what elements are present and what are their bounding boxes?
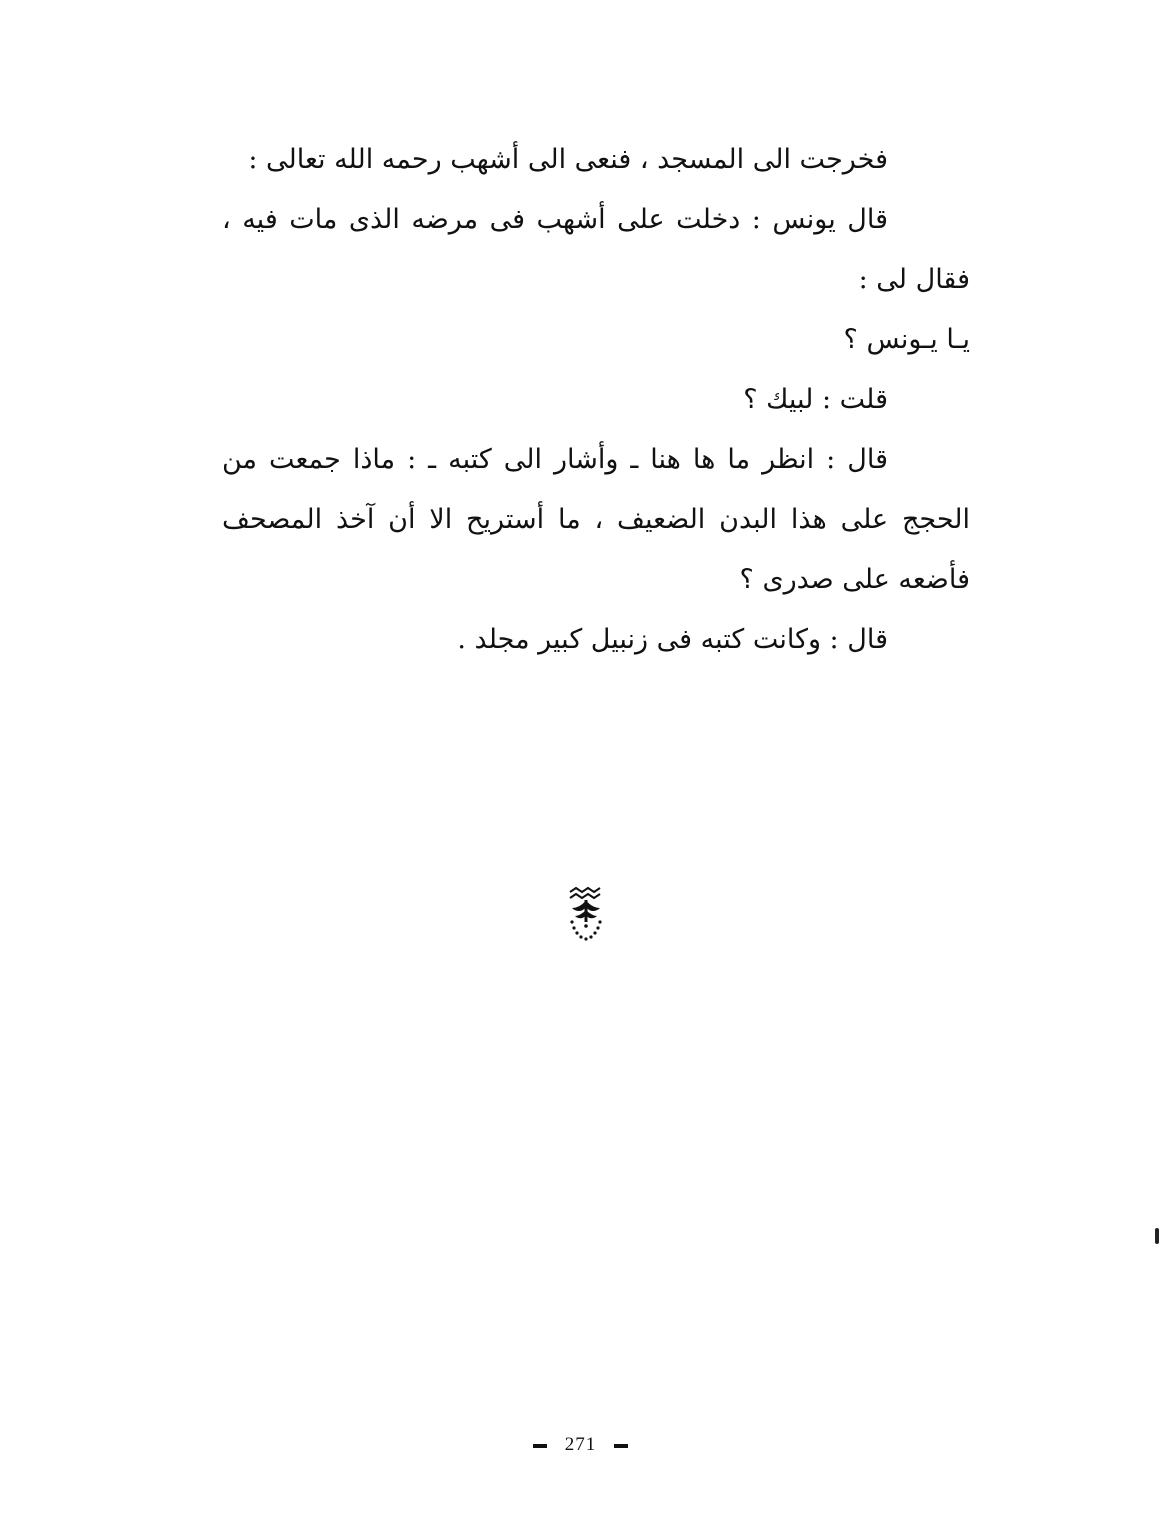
paragraph-1: فخرجت الى المسجد ، فنعى الى أشهب رحمه الله تعالى : [248, 144, 888, 175]
paragraph-5: قال : انظر ما ها هنا ـ وأشار الى كتبه ـ : ماذا جمعت من الحجج على هذا البدن الضعيف ، ما أستريح الا أن آخذ المصحف فأضعه على صدرى ؟ [222, 444, 970, 595]
floral-ornament-icon [566, 886, 606, 942]
paragraph-4: قلت : لبيك ؟ [743, 384, 888, 415]
paragraph-2: قال يونس : دخلت على أشهب فى مرضه الذى مات فيه ، فقال لى : [222, 204, 970, 295]
page-number-footer [0, 1434, 1161, 1456]
body-text [222, 130, 970, 670]
paragraph-3: يـا يـونس ؟ [843, 324, 970, 355]
page-number: 271 [564, 1434, 597, 1455]
scan-edge-mark [1155, 1228, 1159, 1244]
right-dash [614, 1444, 628, 1448]
left-dash [533, 1444, 547, 1448]
paragraph-6: قال : وكانت كتبه فى زنبيل كبير مجلد . [457, 624, 888, 655]
